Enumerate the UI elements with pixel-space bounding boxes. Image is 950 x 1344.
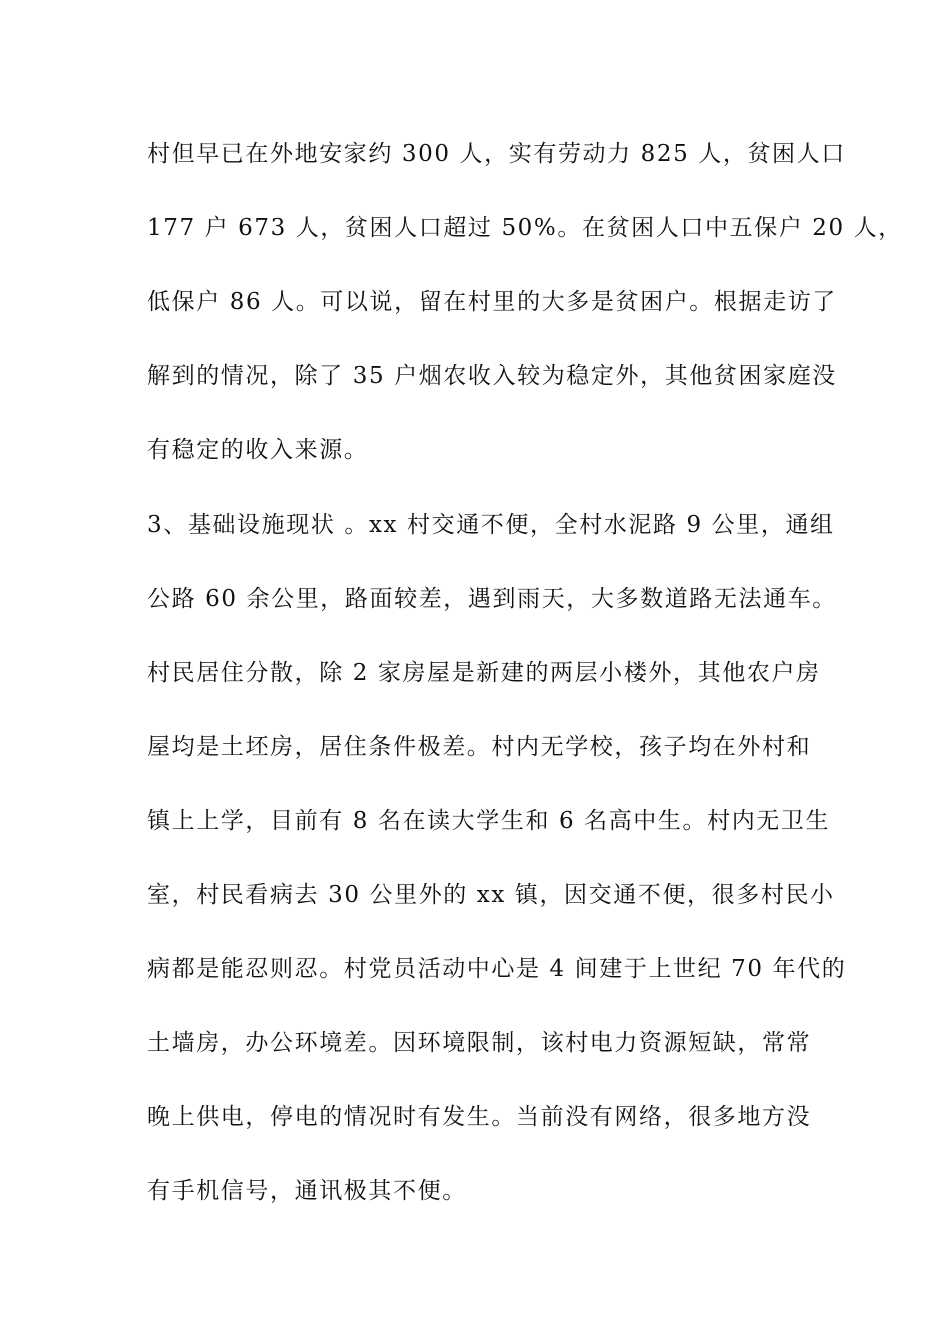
text-line: 低保户 86 人。可以说，留在村里的大多是贫困户。根据走访了 [147, 289, 837, 315]
text-line: 有手机信号，通讯极其不便。 [147, 1178, 467, 1204]
text-line: 屋均是土坯房，居住条件极差。村内无学校，孩子均在外村和 [147, 734, 812, 760]
text-line: 村民居住分散，除 2 家房屋是新建的两层小楼外，其他农户房 [147, 660, 821, 686]
text-line: 镇上上学，目前有 8 名在读大学生和 6 名高中生。村内无卫生 [147, 808, 831, 834]
text-line: 晚上供电，停电的情况时有发生。当前没有网络，很多地方没 [147, 1104, 812, 1130]
text-line: 村但早已在外地安家约 300 人，实有劳动力 825 人，贫困人口 [147, 141, 846, 167]
text-line: 有稳定的收入来源。 [147, 437, 369, 463]
text-line: 病都是能忍则忍。村党员活动中心是 4 间建于上世纪 70 年代的 [147, 956, 847, 982]
text-line: 解到的情况，除了 35 户烟农收入较为稳定外，其他贫困家庭没 [147, 363, 837, 389]
text-line: 土墙房，办公环境差。因环境限制，该村电力资源短缺，常常 [147, 1030, 812, 1056]
text-line: 公路 60 余公里，路面较差，遇到雨天，大多数道路无法通车。 [147, 586, 837, 612]
text-line: 177 户 673 人，贫困人口超过 50%。在贫困人口中五保户 20 人， [147, 215, 903, 241]
section-heading-line: 3、基础设施现状 。xx 村交通不便，全村水泥路 9 公里，通组 [147, 512, 835, 538]
text-line: 室，村民看病去 30 公里外的 xx 镇，因交通不便，很多村民小 [147, 882, 835, 908]
